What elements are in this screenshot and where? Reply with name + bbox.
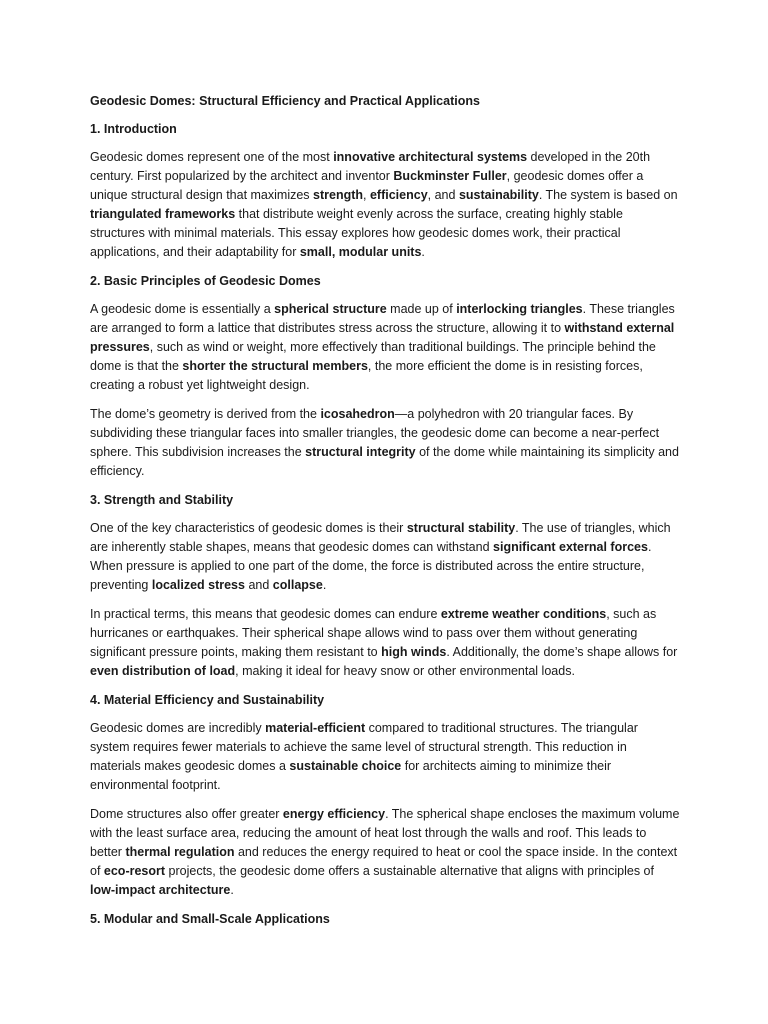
body-paragraph <box>90 719 680 795</box>
bold-phrase: spherical structure <box>274 302 387 316</box>
text-run: A geodesic dome is essentially a <box>90 302 275 316</box>
bold-phrase: Buckminster Fuller <box>393 169 507 183</box>
text-run: made up of <box>386 302 457 316</box>
text-run: of the dome while maintaining its simplicity and efficiency. <box>90 445 679 478</box>
text-run: , and <box>427 188 459 202</box>
bold-phrase: extreme weather conditions <box>440 607 607 621</box>
bold-phrase: small, modular units <box>299 245 422 259</box>
text-run: —a polyhedron with 20 triangular faces. By subdividing these triangular faces into smaller triangles, the geodesic dome can become a near-perfect sphere. This subdivision increases the <box>90 407 660 459</box>
text-run: Geodesic domes represent one of the most <box>90 150 334 164</box>
body-paragraph <box>90 405 680 481</box>
text-run: . <box>230 883 234 897</box>
text-run: , <box>363 188 370 202</box>
bold-phrase: thermal regulation <box>125 845 235 859</box>
text-run: . Additionally, the dome’s shape allows for <box>446 645 678 659</box>
section-heading: 1. Introduction <box>90 122 177 136</box>
text-run: , geodesic domes offer a unique structural design that maximizes <box>90 169 644 202</box>
bold-phrase: structural integrity <box>305 445 416 459</box>
text-run: . These triangles are arranged to form a lattice that distributes stress across the structure, allowing it to <box>90 302 675 335</box>
bold-phrase: structural stability <box>406 521 516 535</box>
bold-phrase: shorter the structural members <box>182 359 368 373</box>
text-run: , such as hurricanes or earthquakes. Their spherical shape allows wind to pass over them without generating significant pressure points, making them resistant to <box>90 607 657 659</box>
text-run: In practical terms, this means that geodesic domes can endure <box>90 607 441 621</box>
text-run: Geodesic domes are incredibly <box>90 721 266 735</box>
text-run: . <box>322 578 327 592</box>
section-heading: 2. Basic Principles of Geodesic Domes <box>90 274 321 288</box>
section-heading: 5. Modular and Small-Scale Applications <box>90 912 330 926</box>
bold-phrase: interlocking triangles <box>456 302 583 316</box>
bold-phrase: icosahedron <box>320 407 395 421</box>
bold-phrase: sustainability <box>458 188 539 202</box>
body-paragraph <box>90 148 680 262</box>
text-run: and reduces the energy required to heat or cool the space inside. In the context of <box>90 845 678 878</box>
bold-phrase: energy efficiency <box>282 807 386 821</box>
text-run: that distribute weight evenly across the surface, creating highly stable structures with minimal materials. This essay explores how geodesic domes work, their practical applications, and their adaptability for <box>90 207 623 259</box>
text-run: , making it ideal for heavy snow or other environmental loads. <box>235 664 575 678</box>
text-run: Dome structures also offer greater <box>90 807 283 821</box>
text-run: and <box>244 578 273 592</box>
bold-phrase: innovative architectural systems <box>333 150 528 164</box>
body-paragraph <box>90 300 680 395</box>
text-run: . The spherical shape encloses the maximum volume with the least surface area, reducing the amount of heat lost through the walls and roof. This leads to better <box>90 807 680 859</box>
text-run: , the more efficient the dome is in resisting forces, creating a robust yet lightweight design. <box>90 359 643 392</box>
bold-phrase: eco-resort <box>103 864 166 878</box>
bold-phrase: even distribution of load <box>90 664 236 678</box>
text-run: projects, the geodesic dome offers a sustainable alternative that aligns with principles of <box>165 864 654 878</box>
bold-phrase: high winds <box>381 645 447 659</box>
text-run: . The system is based on <box>538 188 678 202</box>
bold-phrase: triangulated frameworks <box>90 207 236 221</box>
text-run: developed in the 20th century. First popularized by the architect and inventor <box>90 150 651 183</box>
text-run: for architects aiming to minimize their environmental footprint. <box>90 759 612 792</box>
body-paragraph <box>90 519 680 595</box>
bold-phrase: collapse <box>272 578 323 592</box>
document-title: Geodesic Domes: Structural Efficiency and Practical Applications <box>90 94 480 108</box>
text-run: , such as wind or weight, more effectively than traditional buildings. The principle behind the dome is that the <box>90 340 656 373</box>
text-run: . When pressure is applied to one part of the dome, the force is distributed across the entire structure, preventing <box>90 540 652 592</box>
body-paragraph <box>90 605 680 681</box>
text-run: One of the key characteristics of geodesic domes is their <box>90 521 407 535</box>
bold-phrase: localized stress <box>151 578 245 592</box>
section-heading: 3. Strength and Stability <box>90 493 234 507</box>
text-run: . The use of triangles, which are inherently stable shapes, means that geodesic domes can withstand <box>90 521 671 554</box>
bold-phrase: withstand external pressures <box>90 321 675 354</box>
bold-phrase: low-impact architecture <box>90 883 231 897</box>
text-run: compared to traditional structures. The triangular system requires fewer materials to achieve the same level of structural strength. This reduction in materials makes geodesic domes a <box>90 721 638 773</box>
section-heading: 4. Material Efficiency and Sustainability <box>90 693 325 707</box>
bold-phrase: significant external forces <box>493 540 648 554</box>
text-run: . <box>421 245 425 259</box>
document-body <box>90 120 680 928</box>
bold-phrase: material-efficient <box>265 721 366 735</box>
text-run: The dome’s geometry is derived from the <box>90 407 321 421</box>
bold-phrase: sustainable choice <box>289 759 402 773</box>
document-page <box>90 92 680 938</box>
bold-phrase: efficiency <box>369 188 428 202</box>
bold-phrase: strength <box>313 188 364 202</box>
body-paragraph <box>90 805 680 900</box>
